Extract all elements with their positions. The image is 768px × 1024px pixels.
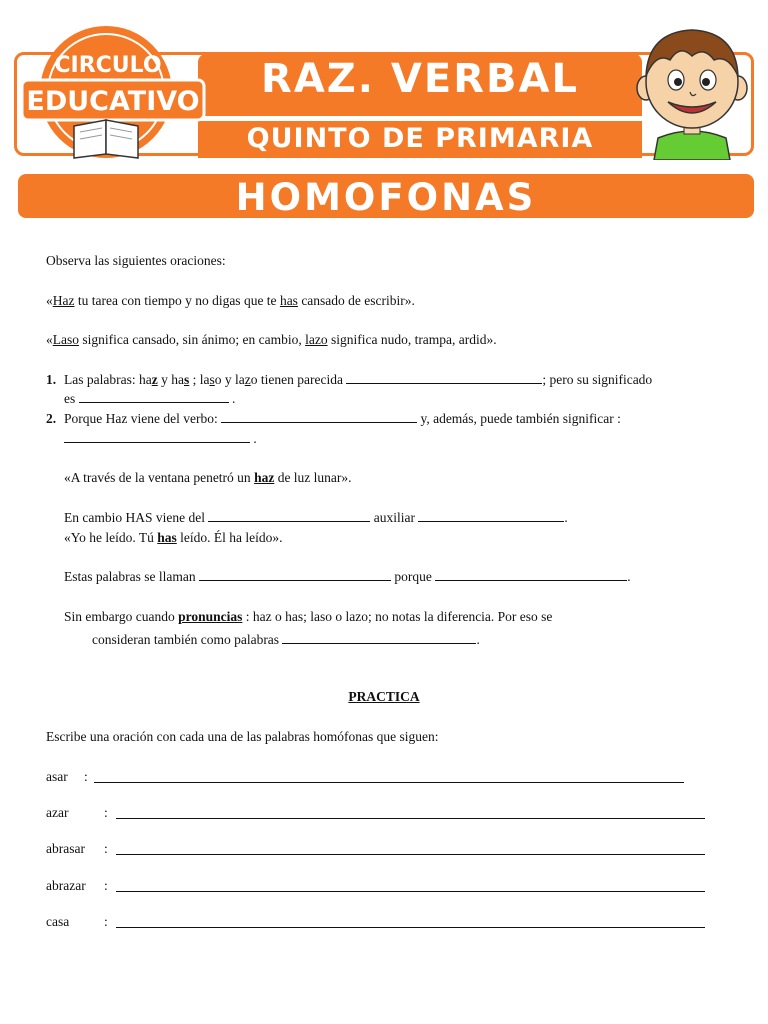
body-text: . — [564, 510, 568, 525]
answer-blank[interactable] — [221, 410, 417, 423]
question-text: es — [64, 391, 79, 406]
question-text: y, además, puede también significar : — [417, 411, 621, 426]
body-text: consideran también como palabras — [92, 632, 283, 647]
has-example — [64, 529, 283, 547]
intro-text: Observa las siguientes oraciones: — [46, 253, 226, 268]
practice-colon: : — [84, 769, 88, 784]
body-text: Estas palabras se llaman — [64, 569, 199, 584]
letter-z: z — [151, 372, 158, 387]
question-text: y ha — [157, 372, 184, 387]
word-lazo: lazo — [305, 332, 328, 347]
body-text: porque — [390, 569, 436, 584]
letter-s: s — [209, 372, 215, 387]
body-text: . — [627, 569, 631, 584]
practice-answer-line-azar[interactable] — [116, 818, 705, 819]
practice-title: PRACTICA — [348, 689, 420, 704]
quote-open: « — [46, 332, 53, 347]
body-text: . — [476, 632, 480, 647]
practice-answer-line-abrasar[interactable] — [116, 854, 705, 855]
word-haz: haz — [254, 470, 275, 485]
quote-open: « — [46, 293, 53, 308]
question-text: Porque Haz viene del verbo: — [64, 411, 222, 426]
has-line — [64, 509, 568, 527]
practice-answer-line-asar[interactable] — [94, 782, 684, 783]
practice-colon: : — [104, 914, 108, 929]
example-sentence-2 — [46, 331, 497, 349]
quote-haz — [64, 469, 352, 487]
answer-blank[interactable] — [208, 509, 370, 522]
consideran-line — [92, 631, 480, 649]
practice-word-asar: asar — [46, 769, 68, 784]
page-title: RAZ. VERBAL — [261, 56, 579, 102]
llaman-line — [64, 568, 631, 586]
practice-colon: : — [104, 841, 108, 856]
word-has: has — [279, 293, 298, 308]
question-2 — [46, 410, 621, 428]
sentence-text: significa cansado, sin ánimo; en cambio, — [79, 332, 306, 347]
example-sentence-1 — [46, 292, 415, 310]
practice-answer-line-casa[interactable] — [116, 927, 705, 928]
practice-instruction: Escribe una oración con cada una de las palabras homófonas que siguen: — [46, 729, 439, 744]
answer-blank[interactable] — [199, 568, 391, 581]
body-text: leído. Él ha leído». — [176, 530, 283, 545]
sentence-text: cansado de escribir». — [297, 293, 415, 308]
answer-blank[interactable] — [282, 631, 476, 644]
practice-word-abrazar: abrazar — [46, 878, 86, 893]
question-text: . — [250, 431, 257, 446]
quote-text: de luz lunar». — [274, 470, 352, 485]
question-1 — [46, 371, 652, 389]
question-text: o tienen parecida — [250, 372, 347, 387]
word-has: has — [157, 530, 177, 545]
child-illustration — [632, 20, 752, 160]
practice-answer-line-abrazar[interactable] — [116, 891, 705, 892]
question-text: ; la — [189, 372, 210, 387]
body-text: «Yo he leído. Tú — [64, 530, 158, 545]
page-subtitle: QUINTO DE PRIMARIA — [246, 123, 594, 154]
body-text: En cambio HAS viene del — [64, 510, 209, 525]
answer-blank[interactable] — [346, 371, 542, 384]
circulo-educativo-logo — [20, 22, 206, 162]
question-text: ; pero su significado — [542, 372, 653, 387]
letter-z: z — [244, 372, 251, 387]
question-number: 1. — [46, 372, 57, 387]
body-text: auxiliar — [370, 510, 419, 525]
sentence-text: significa nudo, trampa, ardid». — [327, 332, 497, 347]
question-text: Las palabras: ha — [64, 372, 152, 387]
answer-blank[interactable] — [418, 509, 564, 522]
question-1-cont — [64, 390, 235, 408]
topic-title: HOMOFONAS — [235, 176, 537, 219]
word-pronuncias: pronuncias — [178, 609, 243, 624]
practice-colon: : — [104, 805, 108, 820]
question-number: 2. — [46, 411, 57, 426]
practice-word-casa: casa — [46, 914, 70, 929]
practice-word-abrasar: abrasar — [46, 841, 85, 856]
answer-blank[interactable] — [79, 390, 229, 403]
logo-text-main: EDUCATIVO — [26, 86, 200, 117]
quote-text: «A través de la ventana penetró un — [64, 470, 255, 485]
sentence-text: tu tarea con tiempo y no digas que te — [74, 293, 280, 308]
practice-colon: : — [104, 878, 108, 893]
answer-blank[interactable] — [64, 430, 250, 443]
practice-word-azar: azar — [46, 805, 69, 820]
letter-s: s — [183, 372, 190, 387]
answer-blank[interactable] — [435, 568, 627, 581]
question-2-cont — [64, 430, 257, 448]
word-haz: Haz — [52, 293, 75, 308]
sin-embargo-line — [64, 608, 552, 626]
question-text: o y la — [214, 372, 245, 387]
book-icon — [74, 120, 138, 158]
question-text: . — [228, 391, 236, 406]
body-text: : haz o has; laso o lazo; no notas la diferencia. Por eso se — [242, 609, 553, 624]
body-text: Sin embargo cuando — [64, 609, 179, 624]
logo-text-top: CIRCULO — [54, 53, 162, 78]
word-laso: Laso — [52, 332, 79, 347]
